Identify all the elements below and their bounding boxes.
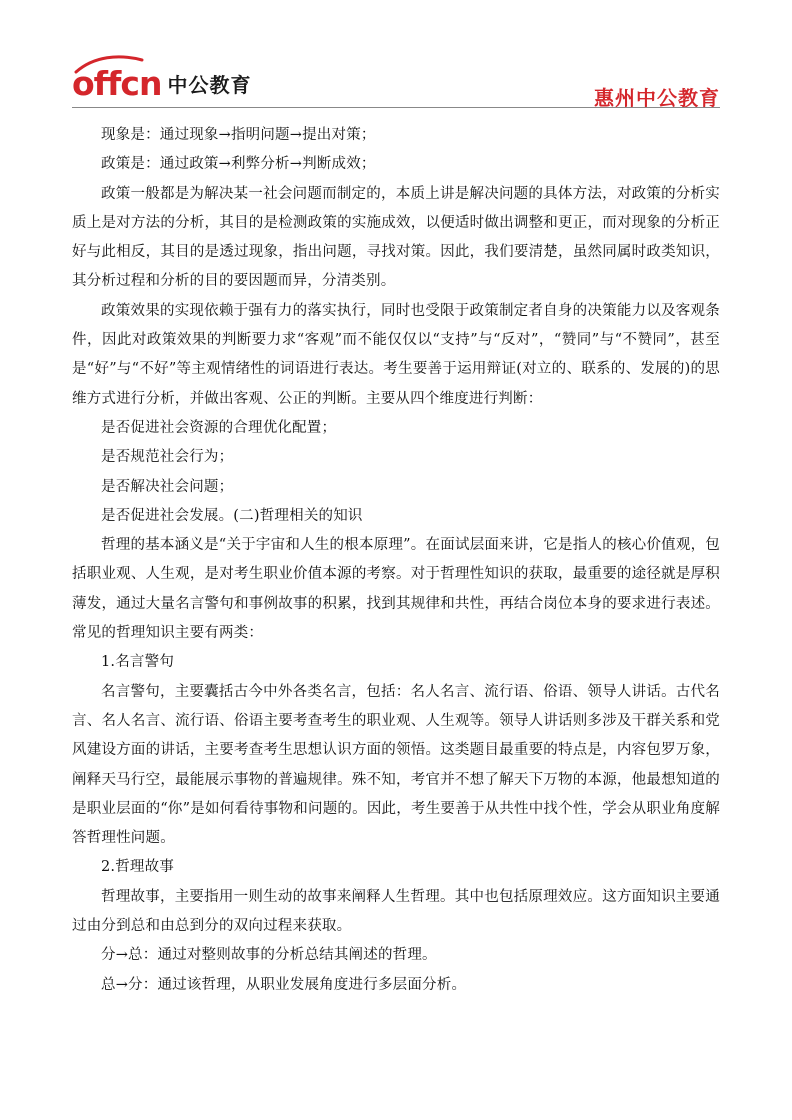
paragraph: 是否规范社会行为； [101, 449, 234, 466]
branch-title: 惠州中公教育 [594, 86, 720, 110]
logo-swoosh-icon [74, 54, 144, 74]
paragraph: 政策是：通过政策→利弊分析→判断成效； [101, 156, 376, 173]
paragraph: 是否促进社会发展。(二)哲理相关的知识 [101, 507, 363, 524]
paragraph: 政策一般都是为解决某一社会问题而制定的，本质上讲是解决问题的具体方法，对政策的分析实质上是对方法的分析，其目的是检测政策的实施成效，以便适时做出调整和更正，而对现象的分析正好与此相反，其目的是透过现象，指出问题，寻找对策。因此，我们要清楚，虽然同属时政类知识，其分析过程和分析的目的要因题而异，分清类别。 [72, 185, 720, 290]
section-heading: 1.名言警句 [101, 654, 175, 671]
section-heading: 2.哲理故事 [101, 859, 175, 876]
paragraph: 政策效果的实现依赖于强有力的落实执行，同时也受限于政策制定者自身的决策能力以及客观条件，因此对政策效果的判断要力求“客观”而不能仅仅以“支持”与“反对”，“赞同”与“不赞同”，甚至是“好”与“不好”等主观情绪性的词语进行表达。考生要善于运用辩证(对立的、联系的、发展的)的思维方式进行分析，并做出客观、公正的判断。主要从四个维度进行判断： [72, 302, 720, 407]
paragraph: 是否解决社会问题； [101, 478, 234, 495]
logo-wordmark-text: offcn [72, 64, 162, 103]
paragraph: 名言警句，主要囊括古今中外各类名言，包括：名人名言、流行语、俗语、领导人讲话。古代名言、名人名言、流行语、俗语主要考查考生的职业观、人生观等。领导人讲话则多涉及干群关系和党风建设方面的讲话，主要考查考生思想认识方面的领悟。这类题目最重要的特点是，内容包罗万象，阐释天马行空，最能展示事物的普遍规律。殊不知，考官并不想了解天下万物的本源，他最想知道的是职业层面的“你”是如何看待事物和问题的。因此，考生要善于从共性中找个性，学会从职业角度解答哲理性问题。 [72, 683, 720, 847]
paragraph: 现象是：通过现象→指明问题→提出对策； [101, 127, 376, 143]
header-divider [72, 107, 720, 108]
offcn-logo [72, 60, 251, 104]
paragraph: 总→分：通过该哲理，从职业发展角度进行多层面分析。 [101, 976, 467, 993]
paragraph: 是否促进社会资源的合理优化配置； [101, 419, 337, 436]
logo-wordmark [72, 64, 161, 104]
page-header [0, 0, 792, 110]
paragraph: 哲理故事，主要指用一则生动的故事来阐释人生哲理。其中也包括原理效应。这方面知识主要通过由分到总和由总到分的双向过程来获取。 [72, 888, 720, 935]
paragraph: 哲理的基本涵义是“关于宇宙和人生的根本原理”。在面试层面来讲，它是指人的核心价值观，包括职业观、人生观，是对考生职业价值本源的考察。对于哲理性知识的获取，最重要的途径就是厚积薄发，通过大量名言警句和事例故事的积累，找到其规律和共性，再结合岗位本身的要求进行表述。常见的哲理知识主要有两类： [72, 537, 720, 642]
paragraph: 分→总：通过对整则故事的分析总结其阐述的哲理。 [101, 947, 437, 964]
logo-chinese-name: 中公教育 [167, 73, 252, 97]
document-body [72, 121, 720, 1000]
